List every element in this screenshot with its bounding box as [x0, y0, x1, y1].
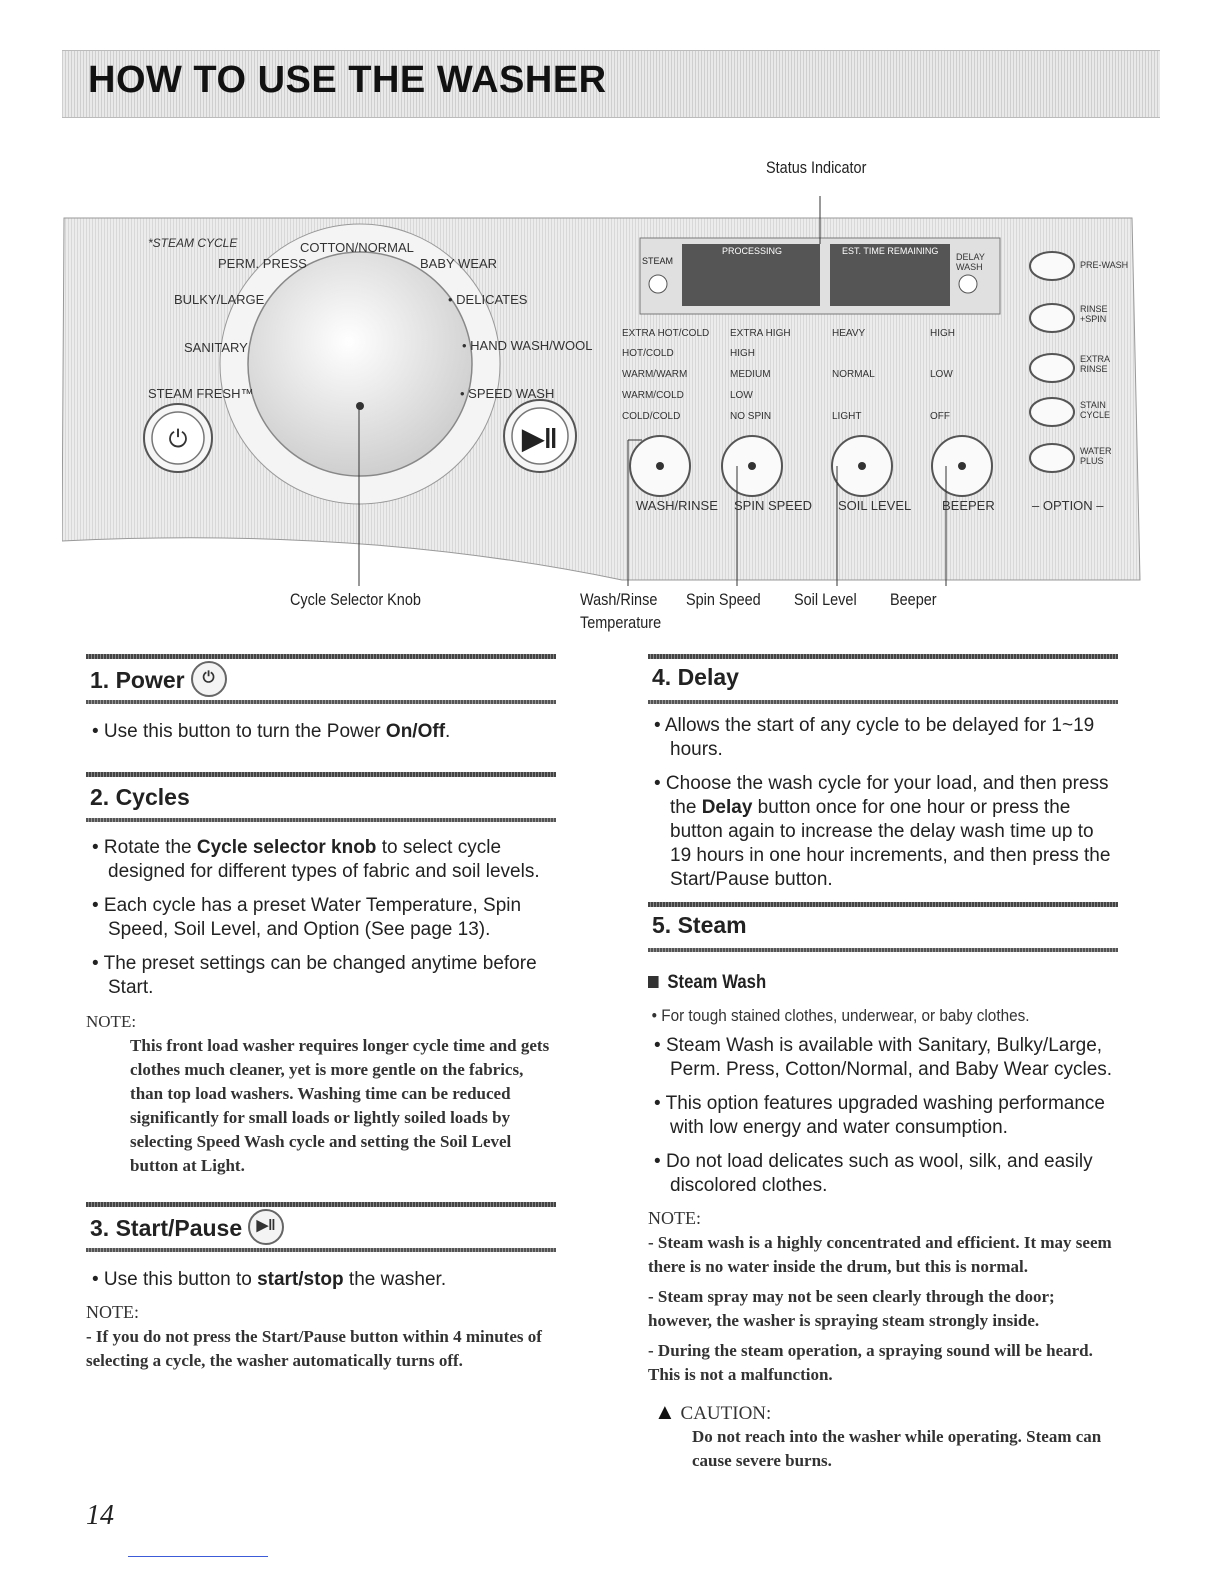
- option-stain-cycle: STAIN CYCLE: [1080, 400, 1111, 420]
- soil-option: NORMAL: [832, 369, 875, 380]
- section-cycles-header: [86, 772, 556, 822]
- soil-option: HEAVY: [832, 328, 866, 339]
- spin-option: MEDIUM: [730, 369, 771, 380]
- option-rinse-spin: RINSE +SPIN: [1080, 304, 1108, 324]
- callout-cycle-selector-knob: Cycle Selector Knob: [290, 590, 421, 609]
- steam-note-item: - Steam spray may not be seen clearly through the door; however, the washer is spraying steam strongly inside.: [648, 1287, 1055, 1330]
- cycles-bullet: • The preset settings can be changed anytime before Start.: [92, 953, 537, 998]
- steam-note-item: - Steam wash is a highly concentrated and efficient. It may seem there is no water inside the drum, but this is normal.: [648, 1233, 1112, 1276]
- caution-text: Do not reach into the washer while operating. Steam can cause severe burns.: [692, 1427, 1102, 1470]
- spin-option: LOW: [730, 390, 753, 401]
- steam-bullet: • Steam Wash is available with Sanitary, Bulky/Large, Perm. Press, Cotton/Normal, and Baby Wear cycles.: [654, 1035, 1113, 1080]
- soil-option: LIGHT: [832, 411, 862, 422]
- power-icon: ⏻: [191, 661, 227, 697]
- section-delay-title: 4. Delay: [652, 664, 739, 690]
- cycle-label-steam-cycle: *STEAM CYCLE: [148, 236, 238, 250]
- section-cycles-title: 2. Cycles: [90, 784, 190, 810]
- cycle-label-perm-press: PERM. PRESS: [218, 256, 307, 271]
- cycle-label-steam-fresh: STEAM FRESH™: [148, 386, 254, 401]
- wash-rinse-option: HOT/COLD: [622, 348, 674, 359]
- display-processing-label: PROCESSING: [722, 246, 783, 256]
- knob-label-option: – OPTION –: [1032, 498, 1104, 513]
- callout-beeper: Beeper: [890, 590, 937, 609]
- steam-bullet: • This option features upgraded washing performance with low energy and water consumption.: [654, 1093, 1105, 1138]
- callout-wash-rinse: Wash/Rinse: [580, 590, 658, 609]
- wash-rinse-option: EXTRA HOT/COLD: [622, 328, 710, 339]
- spin-option: NO SPIN: [730, 411, 772, 422]
- page-title: HOW TO USE THE WASHER: [88, 59, 607, 101]
- display-steam-label: STEAM: [642, 256, 674, 266]
- callout-spin-speed: Spin Speed: [686, 590, 761, 609]
- cycles-note: NOTE: This front load washer requires longer cycle time and gets clothes much cleaner, yet is more gentle on the fabrics, than top load washers. Washing time can be reduced significantly for small loads or lightly soiled loads by selecting Speed Wash cycle and setting the Soil Level button at Light.: [86, 1012, 550, 1175]
- wash-rinse-option: WARM/COLD: [622, 390, 684, 401]
- callout-soil-level: Soil Level: [794, 590, 857, 609]
- svg-text:▶‖: ▶‖: [522, 423, 558, 454]
- display-est-time-label: EST. TIME REMAINING: [842, 246, 939, 256]
- section-steam-title: 5. Steam: [652, 912, 747, 938]
- spin-option: HIGH: [730, 348, 755, 359]
- section-power-title: 1. Power: [90, 667, 185, 694]
- beeper-option: LOW: [930, 369, 953, 380]
- section-steam-header: [648, 902, 1118, 952]
- left-column: [86, 654, 556, 1373]
- cycle-label-speed-wash: • SPEED WASH: [460, 386, 555, 401]
- knob-label-soil-level: SOIL LEVEL: [838, 498, 912, 513]
- option-pre-wash: PRE-WASH: [1080, 260, 1129, 270]
- cycle-label-hand-wash-wool: • HAND WASH/WOOL: [462, 338, 593, 353]
- start-pause-icon: ▶‖: [248, 1209, 284, 1245]
- power-bullet: • Use this button to turn the Power On/Off.: [92, 721, 451, 742]
- cycle-label-bulky-large: BULKY/LARGE: [174, 292, 265, 307]
- knob-label-wash-rinse: WASH/RINSE: [636, 498, 718, 513]
- page-number: 14: [86, 1500, 114, 1531]
- control-panel-illustration: [62, 196, 1160, 586]
- section-delay-header: [648, 654, 1118, 704]
- svg-text:⏻: ⏻: [168, 426, 188, 453]
- section-start-pause-header: [86, 1202, 556, 1252]
- caution-heading: ▲ CAUTION:: [654, 1399, 772, 1424]
- callout-status-indicator: Status Indicator: [766, 158, 867, 177]
- beeper-option: OFF: [930, 411, 950, 422]
- steam-note-label: NOTE:: [648, 1208, 701, 1228]
- footer-underline: [128, 1556, 268, 1557]
- delay-bullet: • Allows the start of any cycle to be delayed for 1~19 hours.: [654, 715, 1095, 760]
- callout-temperature: Temperature: [580, 613, 662, 632]
- option-extra-rinse: EXTRA RINSE: [1080, 354, 1110, 374]
- header-banner: [62, 50, 1160, 118]
- cycle-label-sanitary: SANITARY: [184, 340, 248, 355]
- knob-label-beeper: BEEPER: [942, 498, 995, 513]
- cycle-label-cotton-normal: COTTON/NORMAL: [300, 240, 414, 255]
- cycles-bullet: • Each cycle has a preset Water Temperature, Spin Speed, Soil Level, and Option (See page 13).: [92, 895, 522, 940]
- start-pause-bullet: • Use this button to start/stop the washer.: [92, 1269, 447, 1290]
- right-column: [648, 654, 1118, 1473]
- start-pause-note-label: NOTE:: [86, 1302, 139, 1322]
- delay-bullet: • Choose the wash cycle for your load, and then press the Delay button once for one hour or press the button again to increase the delay wash time up to 19 hours in one hour increments, and then press the Start/Pause button.: [654, 773, 1111, 890]
- steam-bullet: • For tough stained clothes, underwear, or baby clothes.: [651, 1006, 1030, 1025]
- steam-note-item: - During the steam operation, a spraying sound will be heard. This is not a malfunction.: [648, 1341, 1093, 1384]
- cycles-bullet: • Rotate the Cycle selector knob to select cycle designed for different types of fabric and soil levels.: [92, 837, 540, 882]
- display-delay-wash-label: DELAY WASH: [956, 252, 985, 272]
- cycle-label-baby-wear: BABY WEAR: [420, 256, 498, 271]
- beeper-option: HIGH: [930, 328, 955, 339]
- option-water-plus: WATER PLUS: [1080, 446, 1112, 466]
- steam-bullet: • Do not load delicates such as wool, silk, and easily discolored clothes.: [654, 1151, 1093, 1196]
- steam-wash-subheading: Steam Wash: [648, 972, 1062, 994]
- spin-option: EXTRA HIGH: [730, 328, 791, 339]
- wash-rinse-option: COLD/COLD: [622, 411, 681, 422]
- knob-label-spin-speed: SPIN SPEED: [734, 498, 813, 513]
- warning-triangle-icon: ▲: [654, 1399, 676, 1424]
- start-pause-note-text: - If you do not press the Start/Pause button within 4 minutes of selecting a cycle, the washer automatically turns off.: [86, 1327, 542, 1370]
- section-power-header: [86, 654, 556, 704]
- cycle-label-delicates: • DELICATES: [448, 292, 528, 307]
- wash-rinse-option: WARM/WARM: [622, 369, 688, 380]
- square-bullet-icon: [648, 976, 659, 988]
- section-start-pause-title: 3. Start/Pause: [90, 1215, 243, 1242]
